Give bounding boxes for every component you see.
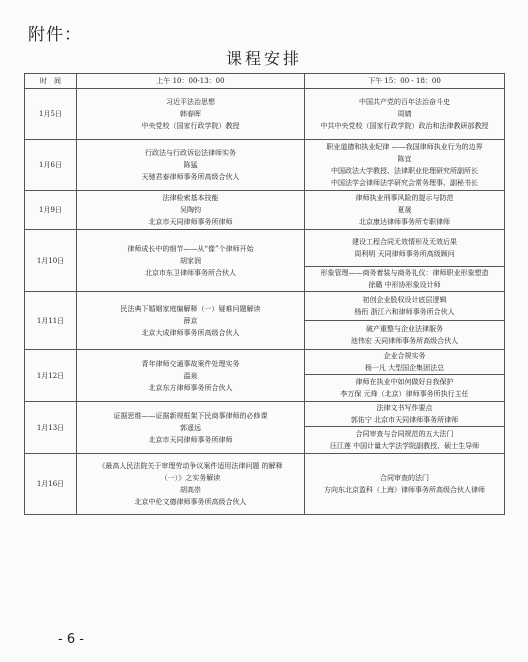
schedule-table (24, 73, 505, 515)
afternoon-session (305, 427, 505, 454)
session-line: 律师执业刑事风险的提示与防范 (355, 194, 454, 202)
session-line: 习近平法治思想 (166, 98, 215, 106)
date-cell: 1月11日 (25, 292, 77, 350)
session-line: 建设工程合同无效情形及无效后果 (352, 238, 457, 246)
session-line: 李万保 元烽（北京）律师事务所执行主任 (340, 390, 469, 398)
session-line: 北京市天同律师事务所律师 (148, 218, 233, 226)
date-cell: 1月16日 (25, 454, 77, 515)
header-time: 时 间 (25, 74, 77, 89)
morning-session (77, 350, 305, 402)
session-line: 破产重整与企业法律服务 (366, 325, 443, 333)
session-line: 徐璐 中形协形象设计师 (368, 281, 441, 289)
page-number: - 6 - (58, 632, 84, 647)
session-line: 周利明 天同律师事务所高级顾问 (354, 250, 455, 258)
header-afternoon: 下午 15：00 - 18：00 (305, 74, 505, 89)
session-line: 职业道德和执业纪律 ——我国律师执业行为的边界 (326, 143, 483, 151)
session-line: 郭佑宁 北京市天同律师事务所律师 (350, 416, 459, 424)
session-line: 胡家润 (180, 256, 201, 265)
session-line: 韩春晖 (180, 110, 201, 118)
table-row (25, 402, 505, 427)
session-line: 证据思维——证据新规框架下民商事律师的必修课 (113, 411, 268, 420)
session-line: 温泉 (183, 371, 198, 380)
session-line: （一）》之实务解读 (160, 474, 221, 482)
morning-session (77, 89, 305, 140)
afternoon-session (305, 89, 505, 140)
session-line: 陈宜 (397, 155, 412, 163)
session-line: 汪江莲 中国计量大学法学院副教授、硕士生导师 (329, 442, 480, 450)
session-line: 吴陶钧 (180, 206, 201, 214)
afternoon-session (305, 321, 505, 350)
session-line: 中共中央党校（国家行政学院）政治和法律教研部教授 (320, 122, 489, 130)
afternoon-session (305, 140, 505, 191)
table-row (25, 454, 505, 515)
session-line: 北京市东卫律师事务所合伙人 (145, 268, 236, 277)
session-line: 池伟宏 天同律师事务所高级合伙人 (350, 337, 459, 345)
afternoon-session (305, 230, 505, 267)
session-line: 青年律师交通事故案件处理实务 (141, 359, 240, 368)
header-morning: 上午 10：00-13：00 (77, 74, 305, 89)
session-line: 杨衎 浙江六和律师事务所合伙人 (354, 308, 455, 316)
date-cell: 1月9日 (25, 191, 77, 230)
afternoon-session (305, 191, 505, 230)
table-header-row (25, 74, 505, 89)
attachment-label: 附件： (28, 25, 82, 45)
session-line: 北京中伦文德律师事务所高级合伙人 (134, 498, 247, 506)
table-row (25, 292, 505, 321)
session-line: 陈猛 (183, 161, 198, 169)
morning-session (77, 454, 305, 515)
morning-session (77, 402, 305, 454)
session-line: 民法典下婚姻家庭编解释（一）疑难问题解读 (120, 304, 261, 313)
session-line: 方向东北京盈科（上海）律师事务所高级合伙人律师 (324, 486, 485, 494)
session-line: 《最高人民法院关于审理劳动争议案件适用法律问题 的解释 (98, 462, 283, 470)
session-line: 薛京 (183, 316, 198, 325)
date-cell: 1月5日 (25, 89, 77, 140)
afternoon-session (305, 402, 505, 427)
date-cell: 1月12日 (25, 350, 77, 402)
session-line: 法律文书写作要点 (376, 404, 433, 412)
session-line: 初创企业股权设计底层逻辑 (362, 296, 447, 304)
morning-session (77, 140, 305, 191)
session-line: 周婧 (397, 110, 412, 118)
afternoon-session (305, 350, 505, 375)
session-line: 杨一凡 大型国企集团法总 (364, 364, 445, 372)
table-row (25, 350, 505, 375)
morning-session (77, 191, 305, 230)
afternoon-session (305, 292, 505, 321)
page-title: 课程安排 (225, 49, 302, 68)
session-line: 中国政法大学教授、法律职业伦理研究所副所长 (331, 167, 478, 175)
session-line: 律师在执业中如何做好自我保护 (355, 378, 454, 386)
session-line: 行政法与行政诉讼法律师实务 (145, 149, 236, 157)
session-line: 北京东方律师事务所合伙人 (148, 383, 233, 392)
session-line: 天驰君泰律师事务所高级合伙人 (141, 173, 240, 181)
session-line: 中国共产党的百年法治奋斗史 (359, 98, 450, 106)
table-row (25, 230, 505, 267)
session-line: 律师成长中的细节——从“像”个律师开始 (127, 244, 254, 253)
afternoon-session (305, 375, 505, 402)
session-line: 形象管理——商务着装与商务礼仪：律师职业形象塑造 (320, 269, 489, 277)
session-line: 合同审查的法门 (380, 474, 429, 482)
afternoon-session (305, 267, 505, 292)
session-line: 郭遥远 (180, 423, 201, 432)
table-row (25, 191, 505, 230)
session-line: 中国法学会律师法学研究会常务理事、副秘书长 (331, 179, 478, 187)
session-line: 北京市天同律师事务所律师 (148, 435, 233, 444)
afternoon-session (305, 454, 505, 515)
session-line: 夏晟 (397, 206, 412, 214)
date-cell: 1月10日 (25, 230, 77, 292)
date-cell: 1月13日 (25, 402, 77, 454)
session-line: 胡高崇 (180, 486, 201, 494)
table-row (25, 89, 505, 140)
morning-session (77, 230, 305, 292)
morning-session (77, 292, 305, 350)
session-line: 中央党校（国家行政学院）教授 (141, 122, 240, 130)
session-line: 北京大成律师事务所高级合伙人 (141, 328, 240, 337)
date-cell: 1月6日 (25, 140, 77, 191)
session-line: 北京康达律师事务所专职律师 (359, 218, 450, 226)
session-line: 合同审查与合同规范的五大法门 (355, 430, 454, 438)
session-line: 法律检索基本技能 (162, 194, 219, 202)
session-line: 企业合规实务 (383, 352, 426, 360)
table-row (25, 140, 505, 191)
